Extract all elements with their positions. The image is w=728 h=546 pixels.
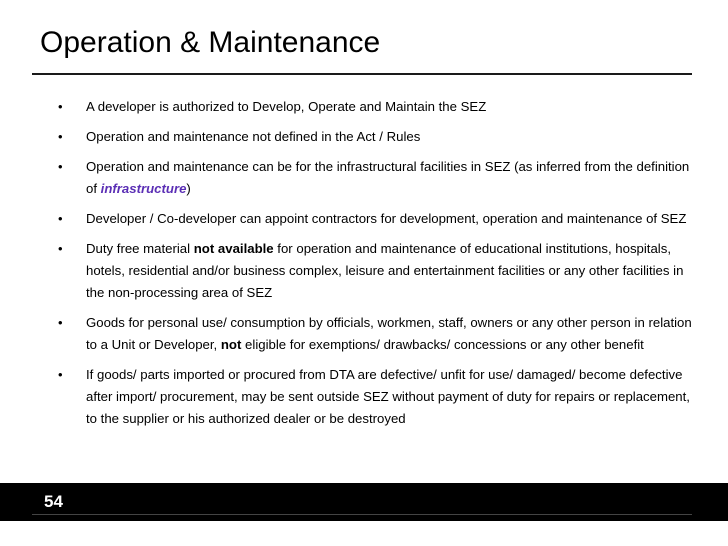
bullet-item	[58, 312, 698, 356]
bullet-text: Operation and maintenance can be for the infrastructural facilities in SEZ (as inferred from the definition of	[86, 159, 690, 196]
bullet-text: )	[186, 181, 191, 196]
bullet-icon: •	[58, 315, 63, 330]
bullet-item	[58, 364, 698, 430]
bullet-text: A developer is authorized to Develop, Operate and Maintain the SEZ	[86, 99, 487, 114]
title-divider	[32, 73, 692, 75]
bullet-text: eligible for exemptions/ drawbacks/ concessions or any other benefit	[241, 337, 644, 352]
footer-bar	[0, 483, 728, 521]
bullet-item	[58, 126, 698, 148]
page-number: 54	[44, 492, 63, 511]
bullet-text: Goods for personal use/ consumption by officials, workmen, staff, owners or any other person in relation to a Unit or Developer,	[86, 315, 692, 352]
bullet-icon: •	[58, 99, 63, 114]
bullet-item	[58, 238, 698, 304]
bullet-icon: •	[58, 241, 63, 256]
footer-divider	[32, 514, 692, 515]
bullet-icon: •	[58, 367, 63, 382]
not-emphasis: not	[220, 337, 242, 352]
bullet-item	[58, 208, 698, 230]
not-available-emphasis: not available	[193, 241, 274, 256]
bullet-item	[58, 156, 698, 200]
bullet-icon: •	[58, 129, 63, 144]
bullet-text: Duty free material	[86, 241, 194, 256]
bullet-list	[58, 96, 698, 438]
slide-title: Operation & Maintenance	[40, 26, 381, 59]
bullet-icon: •	[58, 159, 63, 174]
infrastructure-term: infrastructure	[100, 181, 187, 196]
bullet-item	[58, 96, 698, 118]
bullet-text: If goods/ parts imported or procured from DTA are defective/ unfit for use/ damaged/ become defective after import/ procurement, may be sent outside SEZ without payment of duty for repairs or replacement, to the supplier or his authorized dealer or be destroyed	[86, 367, 690, 426]
bullet-text: Developer / Co-developer can appoint contractors for development, operation and maintenance of SEZ	[86, 211, 687, 226]
bullet-icon: •	[58, 211, 63, 226]
bullet-text: for operation and maintenance of educational institutions, hospitals, hotels, residential and/or business complex, leisure and entertainment facilities or any other facilities in the non-processing area of SEZ	[86, 241, 684, 300]
bullet-text: Operation and maintenance not defined in the Act / Rules	[86, 129, 421, 144]
